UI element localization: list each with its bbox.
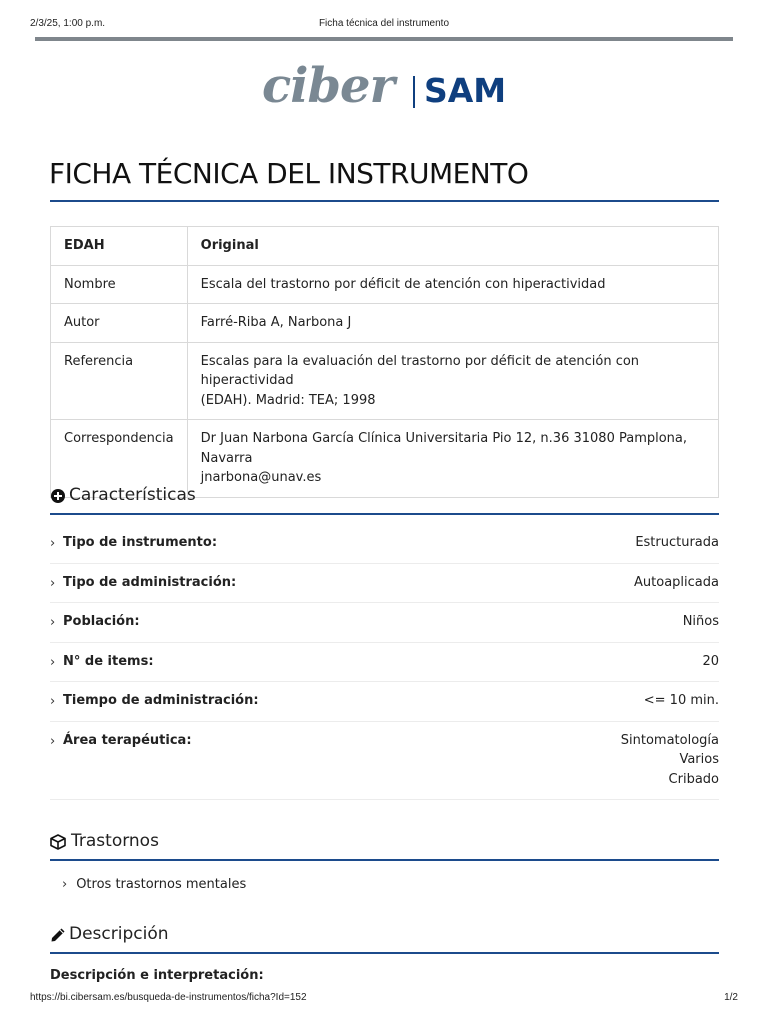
item-value: Cribado — [668, 771, 719, 787]
print-page-number: 1/2 — [724, 992, 738, 1003]
print-header — [30, 18, 738, 34]
row-key-correspondencia: Correspondencia — [51, 420, 188, 498]
logo-sam-text: SAM — [424, 71, 507, 110]
email-link[interactable]: jnarbona@unav.es — [200, 470, 322, 485]
row-value-nombre — [187, 265, 718, 304]
value-line: Escalas para la evaluación del trastorno por déficit de atención con hiperactividad — [200, 353, 640, 388]
section-divider — [50, 513, 719, 515]
list-item[interactable] — [50, 603, 719, 643]
trastorno-label: Otros trastornos mentales — [76, 877, 247, 892]
chevron-right-icon: › — [50, 615, 56, 630]
trastornos-heading — [50, 825, 719, 861]
instrument-version: Original — [187, 227, 718, 266]
print-datetime: 2/3/25, 1:00 p.m. — [30, 18, 106, 29]
title-divider — [50, 200, 719, 202]
instrument-info-table — [50, 226, 719, 498]
cibersam-logo — [262, 58, 512, 118]
item-label: Tipo de instrumento: — [63, 535, 218, 550]
row-key-autor: Autor — [51, 304, 188, 343]
descripcion-title: Descripción — [69, 924, 169, 944]
value-line: Dr Juan Narbona García Clínica Universitaria Pio 12, n.36 31080 Pamplona, — [200, 431, 688, 446]
value-line: Escala del trastorno por déficit de atención con hiperactividad — [200, 276, 606, 292]
table-header-row — [51, 227, 719, 266]
section-divider — [50, 859, 719, 861]
chevron-right-icon: › — [50, 654, 56, 670]
row-value-referencia — [187, 342, 718, 420]
list-item[interactable] — [50, 524, 719, 564]
chevron-right-icon: › — [62, 877, 68, 892]
item-value-list — [621, 731, 719, 790]
logo-ciber-text: ciber — [262, 58, 394, 114]
caracteristicas-heading — [50, 479, 719, 515]
print-footer — [30, 992, 738, 1008]
item-value: <= 10 min. — [643, 693, 719, 708]
item-label: Área terapéutica: — [63, 732, 192, 748]
row-value-autor — [187, 304, 718, 343]
row-key-referencia: Referencia — [51, 342, 188, 420]
row-key-nombre: Nombre — [51, 265, 188, 304]
list-item[interactable] — [50, 564, 719, 604]
item-label: Tiempo de administración: — [63, 693, 259, 708]
print-url: https://bi.cibersam.es/busqueda-de-instrumentos/ficha?Id=152 — [30, 992, 307, 1003]
top-divider — [35, 37, 733, 41]
descripcion-subheading: Descripción e interpretación: — [50, 968, 264, 983]
page-title: FICHA TÉCNICA DEL INSTRUMENTO — [49, 157, 529, 190]
item-value: Sintomatología — [620, 732, 719, 748]
value-line: Navarra — [200, 450, 253, 466]
item-label: Población: — [63, 614, 140, 629]
value-line: Farré-Riba A, Narbona J — [200, 315, 352, 330]
item-value: Varios — [679, 752, 719, 767]
item-value: 20 — [702, 653, 719, 669]
chevron-right-icon: › — [50, 536, 56, 551]
section-divider — [50, 952, 719, 954]
item-value: Autoaplicada — [634, 574, 719, 590]
instrument-acronym: EDAH — [51, 227, 188, 266]
item-label: Tipo de administración: — [63, 574, 237, 590]
chevron-right-icon: › — [50, 733, 56, 749]
logo-separator — [413, 76, 415, 108]
chevron-right-icon: › — [50, 575, 56, 591]
cube-icon — [50, 834, 66, 850]
trastorno-item[interactable] — [62, 875, 246, 894]
item-value: Estructurada — [635, 535, 719, 550]
list-item[interactable] — [50, 643, 719, 683]
chevron-right-icon: › — [50, 694, 56, 709]
plus-circle-icon — [50, 488, 66, 504]
print-document-title: Ficha técnica del instrumento — [318, 18, 450, 29]
trastornos-title: Trastornos — [71, 831, 159, 851]
descripcion-heading — [50, 918, 719, 954]
table-row — [51, 342, 719, 420]
caracteristicas-title: Características — [69, 485, 196, 505]
list-item[interactable] — [50, 682, 719, 722]
value-line: (EDAH). Madrid: TEA; 1998 — [200, 392, 376, 408]
table-row — [51, 304, 719, 343]
item-value: Niños — [682, 614, 719, 629]
table-row — [51, 265, 719, 304]
pencil-icon — [50, 927, 66, 943]
caracteristicas-list — [50, 524, 719, 800]
item-label: N° de items: — [63, 653, 154, 669]
list-item[interactable] — [50, 722, 719, 800]
